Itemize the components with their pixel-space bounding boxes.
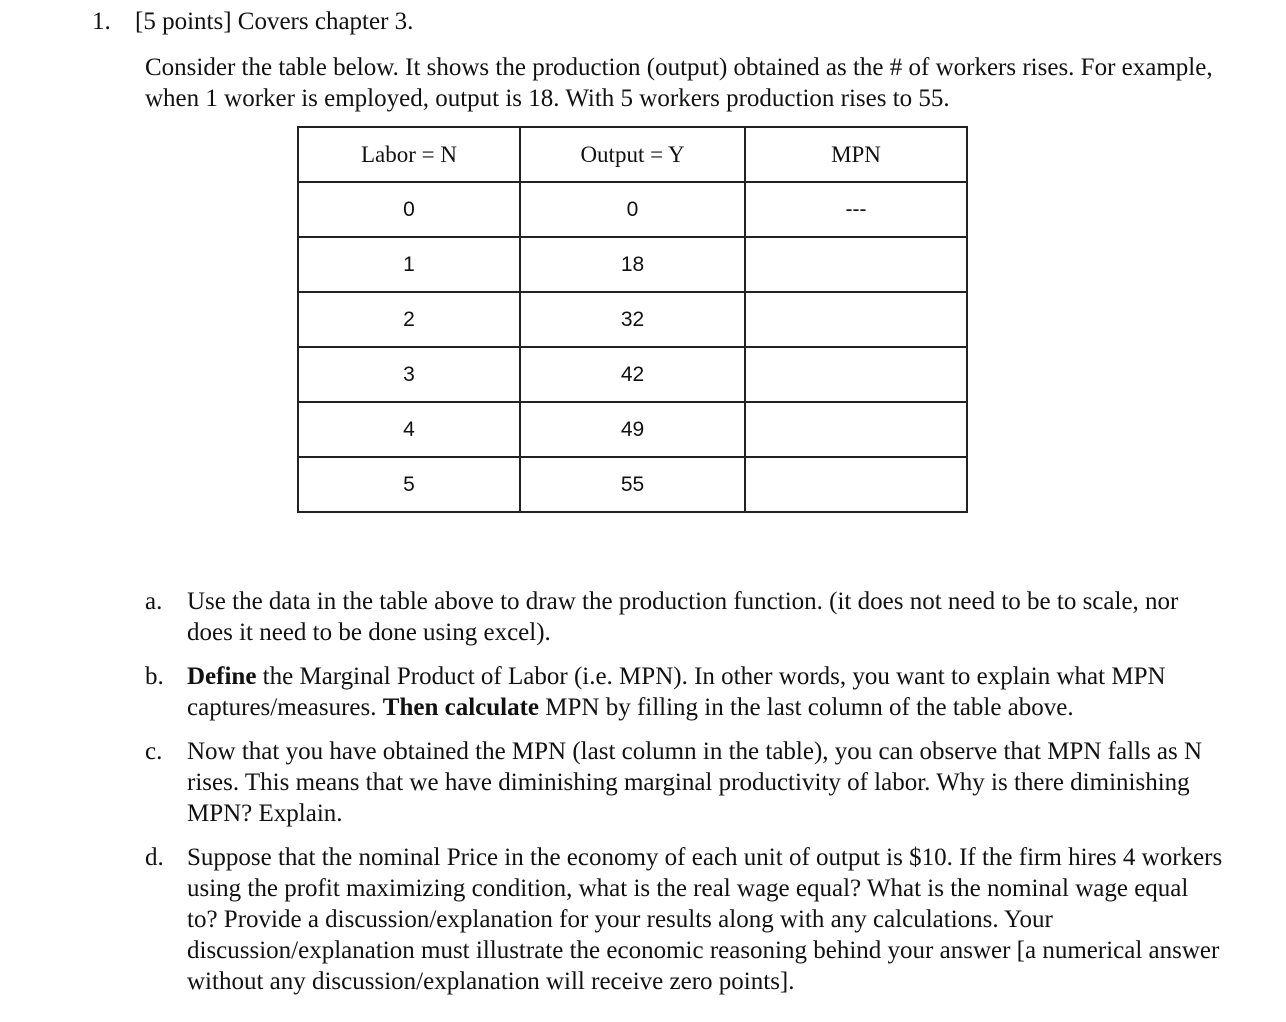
labor-cell: 1 <box>298 237 520 292</box>
output-cell: 18 <box>520 237 745 292</box>
part-a-letter: a. <box>145 588 163 615</box>
part-c-letter: c. <box>145 738 163 765</box>
part-b-bold-define: Define <box>187 663 257 690</box>
part-d-letter: d. <box>145 844 164 871</box>
table-row <box>298 402 967 457</box>
mpn-cell <box>745 402 967 457</box>
part-c <box>145 736 1225 829</box>
question-header: [5 points] Covers chapter 3. <box>135 8 414 35</box>
mpn-cell: --- <box>745 182 967 237</box>
production-table <box>297 126 968 513</box>
part-a <box>145 586 1225 648</box>
output-cell: 0 <box>520 182 745 237</box>
mpn-cell <box>745 347 967 402</box>
part-d <box>145 842 1225 997</box>
output-cell: 42 <box>520 347 745 402</box>
part-b-text <box>187 661 1225 723</box>
part-b-text-1: the Marginal Product of Labor (i.e. MPN). In other words, you want to explain what MPN captures/measures. <box>187 663 1166 721</box>
output-cell: 49 <box>520 402 745 457</box>
intro-text: Consider the table below. It shows the production (output) obtained as the # of workers rises. For example, when 1 worker is employed, output is 18. With 5 workers production rises to 55. <box>145 54 1213 112</box>
question-number: 1. <box>92 8 111 35</box>
table-header-row <box>298 127 967 182</box>
output-cell: 55 <box>520 457 745 512</box>
part-b <box>145 661 1225 723</box>
output-cell: 32 <box>520 292 745 347</box>
part-b-text-2: MPN by filling in the last column of the table above. <box>539 694 1074 721</box>
labor-cell: 2 <box>298 292 520 347</box>
part-b-bold-calculate: Then calculate <box>382 694 540 721</box>
header-output: Output = Y <box>520 127 745 182</box>
mpn-cell <box>745 457 967 512</box>
mpn-cell <box>745 292 967 347</box>
part-a-text: Use the data in the table above to draw the production function. (it does not need to be to scale, nor does it need to be done using excel). <box>187 588 1179 646</box>
question-parts <box>145 586 1225 1010</box>
question-intro <box>145 52 1225 114</box>
header-mpn: MPN <box>745 127 967 182</box>
labor-cell: 0 <box>298 182 520 237</box>
table-row <box>298 237 967 292</box>
labor-cell: 5 <box>298 457 520 512</box>
table-row <box>298 292 967 347</box>
table-row <box>298 347 967 402</box>
part-d-text: Suppose that the nominal Price in the economy of each unit of output is $10. If the firm hires 4 workers using the profit maximizing condition, what is the real wage equal? What is the nominal wage equal to? Provide a discussion/explanation for your results along with any calculations. Your discussion/explanation must illustrate the economic reasoning behind your answer [a numerical answer without any discussion/explanation will receive zero points]. <box>187 844 1223 995</box>
table-row <box>298 182 967 237</box>
mpn-cell <box>745 237 967 292</box>
part-b-letter: b. <box>145 663 164 690</box>
labor-cell: 4 <box>298 402 520 457</box>
part-c-text: Now that you have obtained the MPN (last column in the table), you can observe that MPN falls as N rises. This means that we have diminishing marginal productivity of labor. Why is there diminishing MPN? Explain. <box>187 738 1203 827</box>
table-row <box>298 457 967 512</box>
header-labor: Labor = N <box>298 127 520 182</box>
labor-cell: 3 <box>298 347 520 402</box>
